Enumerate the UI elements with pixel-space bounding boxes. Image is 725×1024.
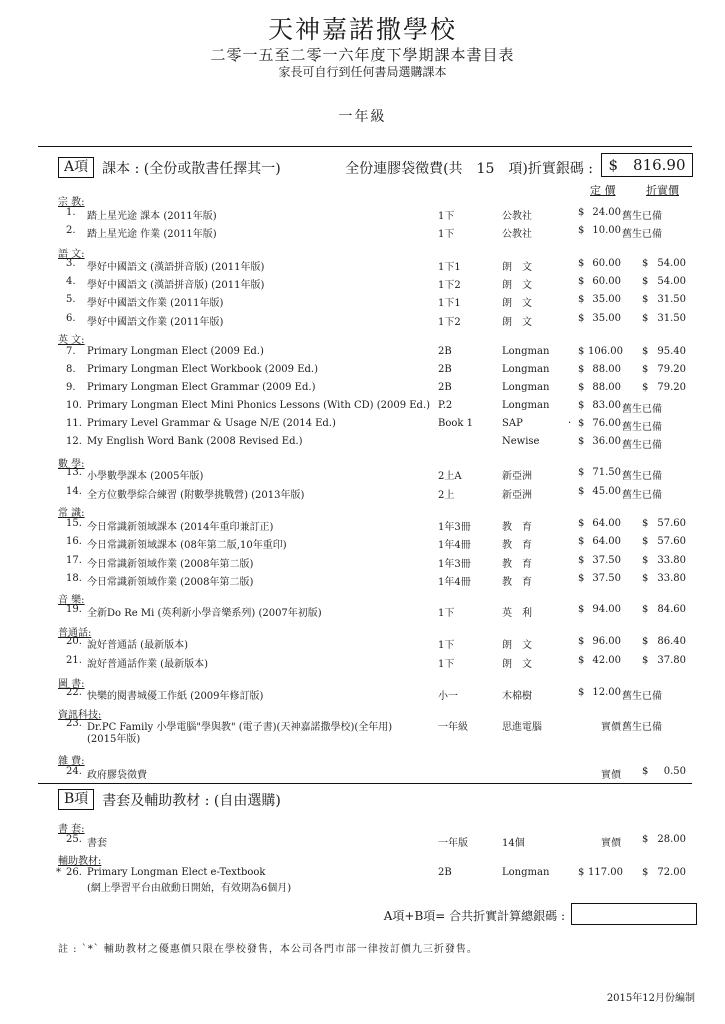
book-title: My English Word Bank (2008 Revised Ed.): [87, 436, 303, 447]
publisher: 新亞洲: [502, 471, 532, 482]
discount-currency: $: [642, 655, 649, 666]
discount-note: 舊生已備: [622, 440, 662, 451]
discount-currency: $: [642, 258, 649, 269]
publisher: 教 育: [502, 559, 532, 570]
category-label: 語 文:: [58, 249, 85, 260]
book-volume: P.2: [438, 400, 453, 411]
book-volume: 1下: [438, 229, 455, 240]
publisher: 朗 文: [502, 262, 532, 273]
book-title: 快樂的閱書城優工作紙 (2009年修訂版): [87, 691, 264, 702]
item-number: 23.: [66, 718, 82, 729]
book-volume: 1下: [438, 608, 455, 619]
book-row: [0, 467, 725, 485]
publisher: SAP: [502, 418, 523, 429]
publisher: Longman: [502, 346, 550, 357]
book-volume: 2上A: [438, 471, 462, 482]
list-price: 71.50: [592, 467, 621, 478]
price-currency: $: [578, 467, 585, 478]
book-row: [0, 486, 725, 504]
publisher: 14個: [502, 838, 525, 849]
book-row: [0, 718, 725, 745]
book-volume: 2B: [438, 867, 452, 878]
parent-note: 家長可自行到任何書局選購課本: [278, 65, 447, 79]
publisher: 教 育: [502, 522, 532, 533]
book-volume: 1年4冊: [438, 540, 471, 551]
discount-note: 舊生已備: [622, 211, 662, 222]
price-currency: $: [578, 518, 585, 529]
footnote: 註 : `*` 輔助教材之優惠價只限在學校發售，本公司各門市部一律按訂價九三折發售。: [58, 944, 478, 955]
discount-note: 舊生已備: [622, 722, 662, 733]
book-row: [0, 687, 725, 705]
publisher: 公教社: [502, 211, 532, 222]
list-price: 64.00: [592, 536, 621, 547]
book-row: [0, 604, 725, 622]
price-currency: $: [578, 486, 585, 497]
book-row: [0, 655, 725, 673]
discount-currency: $: [642, 313, 649, 324]
book-volume: 1下: [438, 640, 455, 651]
publisher: 新亞洲: [502, 490, 532, 501]
book-volume: 1下: [438, 659, 455, 670]
category-label: 常 識:: [58, 508, 85, 519]
discount-price: 95.40: [657, 346, 686, 357]
book-title-continued: (2015年版): [87, 734, 141, 745]
book-title: 小學數學課本 (2005年版): [87, 471, 204, 482]
discount-currency: $: [642, 518, 649, 529]
book-title: 全方位數學綜合練習 (附數學挑戰營) (2013年版): [87, 490, 305, 501]
publisher: 朗 文: [502, 640, 532, 651]
document-subtitle: 二零一五至二零一六年度下學期課本書目表: [210, 46, 515, 64]
item-number: 16.: [66, 536, 82, 547]
discount-price: 31.50: [657, 313, 686, 324]
book-volume: 2B: [438, 364, 452, 375]
list-price: 12.00: [592, 687, 621, 698]
discount-price: 79.20: [657, 364, 686, 375]
book-title: 書套: [87, 838, 107, 849]
list-price: 96.00: [592, 636, 621, 647]
discount-note: 舊生已備: [622, 404, 662, 415]
stray-mark: ·: [568, 418, 572, 429]
book-volume: 1年4冊: [438, 577, 471, 588]
discount-currency: $: [642, 536, 649, 547]
book-volume: 1下1: [438, 298, 461, 309]
item-number: 19.: [66, 604, 82, 615]
discount-price: 33.80: [657, 573, 686, 584]
publisher: Longman: [502, 867, 550, 878]
book-title: 學好中國語文作業 (2011年版): [87, 317, 224, 328]
price-currency: $: [578, 313, 585, 324]
book-row: [0, 555, 725, 573]
book-volume: 1下1: [438, 262, 461, 273]
discount-note: 舊生已備: [622, 229, 662, 240]
book-row: [0, 276, 725, 294]
book-title: 學好中國語文作業 (2011年版): [87, 298, 224, 309]
price-currency: $: [578, 436, 585, 447]
book-row: [0, 867, 725, 894]
book-title: 今日常識新領域課本 (08年第二版,10年重印): [87, 540, 287, 551]
book-title: 今日常識新領域課本 (2014年重印兼訂正): [87, 522, 274, 533]
list-price: 45.00: [592, 486, 621, 497]
discount-currency: $: [642, 276, 649, 287]
list-price: 76.00: [592, 418, 621, 429]
list-price: 64.00: [592, 518, 621, 529]
category-label: 數 學:: [58, 459, 85, 470]
list-price: 106.00: [588, 346, 623, 357]
book-row: [0, 382, 725, 400]
item-number: 3.: [66, 258, 76, 269]
book-title: Primary Longman Elect (2009 Ed.): [87, 346, 264, 357]
discount-price: 72.00: [657, 867, 686, 878]
publisher: 公教社: [502, 229, 532, 240]
list-price: 42.00: [592, 655, 621, 666]
item-number: 4.: [66, 276, 76, 287]
discount-price: 37.80: [657, 655, 686, 666]
discount-note: 舊生已備: [622, 471, 662, 482]
item-number: 26.: [66, 867, 82, 878]
full-price-value: $ 816.90: [601, 153, 693, 177]
list-price: 36.00: [592, 436, 621, 447]
category-label: 英 文:: [58, 335, 85, 346]
price-currency: $: [578, 555, 585, 566]
publisher: 朗 文: [502, 659, 532, 670]
book-row: [0, 294, 725, 312]
book-title: Primary Longman Elect e-Textbook: [87, 867, 266, 878]
book-row: [0, 834, 725, 852]
item-number: 25.: [66, 834, 82, 845]
price-currency: $: [578, 382, 585, 393]
discount-note: 舊生已備: [622, 422, 662, 433]
section-b-header: [58, 789, 281, 810]
item-number: 12.: [66, 436, 82, 447]
price-currency: $: [578, 364, 585, 375]
discount-price: 57.60: [657, 518, 686, 529]
list-price: 35.00: [592, 294, 621, 305]
book-row: [0, 518, 725, 536]
book-title: Primary Level Grammar & Usage N/E (2014 Ed.): [87, 418, 336, 429]
item-number: 1.: [66, 207, 76, 218]
item-number: 5.: [66, 294, 76, 305]
list-price: 37.50: [592, 573, 621, 584]
discount-note: 舊生已備: [622, 691, 662, 702]
list-price-note: 實價: [601, 838, 621, 849]
discount-price: 86.40: [657, 636, 686, 647]
category-label: 書 套:: [58, 824, 85, 835]
book-title: 說好普通話作業 (最新版本): [87, 659, 208, 670]
grand-total-box: [571, 903, 697, 925]
book-row: [0, 573, 725, 591]
discount-currency: $: [642, 555, 649, 566]
book-row: [0, 346, 725, 364]
book-title: Primary Longman Elect Mini Phonics Lessons (With CD) (2009 Ed.): [87, 400, 431, 411]
list-price: 10.00: [592, 225, 621, 236]
full-price-label: 全份連膠袋徵費(共 15 項)折實銀碼 :: [345, 161, 593, 177]
price-currency: $: [578, 636, 585, 647]
price-currency: $: [578, 276, 585, 287]
list-price: 37.50: [592, 555, 621, 566]
discount-price: 28.00: [657, 834, 686, 845]
item-number: 20.: [66, 636, 82, 647]
item-number: 18.: [66, 573, 82, 584]
book-title-continued: (網上學習平台由啟動日開始，有效期為6個月): [87, 883, 292, 894]
item-number: 13.: [66, 467, 82, 478]
list-price: 117.00: [588, 867, 623, 878]
list-price: 94.00: [592, 604, 621, 615]
discount-currency: $: [642, 867, 649, 878]
discount-currency: $: [642, 346, 649, 357]
discount-currency: $: [642, 604, 649, 615]
discount-currency: $: [642, 573, 649, 584]
price-currency: $: [578, 400, 585, 411]
discount-currency: $: [642, 294, 649, 305]
book-title: 說好普通話 (最新版本): [87, 640, 188, 651]
discount-price: 57.60: [657, 536, 686, 547]
item-number: 17.: [66, 555, 82, 566]
list-price: 83.00: [592, 400, 621, 411]
discount-price: 0.50: [663, 766, 686, 777]
section-a-top-rule: [38, 146, 692, 147]
list-price-note: 實價: [601, 770, 621, 781]
discount-currency: $: [642, 834, 649, 845]
book-row: [0, 225, 725, 243]
item-number: 24.: [66, 766, 82, 777]
item-number: 22.: [66, 687, 82, 698]
list-price: 35.00: [592, 313, 621, 324]
category-label: 普通話:: [58, 628, 92, 639]
publisher: Longman: [502, 400, 550, 411]
asterisk-mark: *: [56, 867, 61, 878]
discount-price: 79.20: [657, 382, 686, 393]
price-currency: $: [578, 687, 585, 698]
book-volume: 1下2: [438, 317, 461, 328]
book-title: 今日常識新領域作業 (2008年第二版): [87, 559, 254, 570]
book-row: [0, 636, 725, 654]
discount-price: 31.50: [657, 294, 686, 305]
item-number: 15.: [66, 518, 82, 529]
price-currency: $: [578, 346, 585, 357]
book-title: 學好中國語文 (漢語拼音版) (2011年版): [87, 280, 265, 291]
publisher: Longman: [502, 364, 550, 375]
item-number: 6.: [66, 313, 76, 324]
list-price: 88.00: [592, 364, 621, 375]
book-row: [0, 364, 725, 382]
column-header-discount: 折實價: [646, 184, 679, 197]
category-label: 資訊科技:: [58, 710, 102, 721]
item-number: 8.: [66, 364, 76, 375]
price-currency: $: [578, 536, 585, 547]
list-price: 88.00: [592, 382, 621, 393]
book-volume: 一年版: [438, 838, 468, 849]
compiled-date: 2015年12月份編制: [606, 993, 695, 1004]
item-number: 11.: [66, 418, 82, 429]
book-volume: 小一: [438, 691, 458, 702]
publisher: 英 利: [502, 608, 532, 619]
price-currency: $: [578, 225, 585, 236]
book-title: 政府膠袋徵費: [87, 770, 147, 781]
book-title: 今日常識新領域作業 (2008年第二版): [87, 577, 254, 588]
book-volume: 1下: [438, 211, 455, 222]
book-volume: Book 1: [438, 418, 473, 429]
book-row: [0, 536, 725, 554]
price-currency: $: [578, 294, 585, 305]
book-row: [0, 436, 725, 454]
price-currency: $: [578, 867, 585, 878]
book-volume: 1年3冊: [438, 559, 471, 570]
book-title: 踏上星光途 作業 (2011年版): [87, 229, 217, 240]
publisher: 木棉樹: [502, 691, 532, 702]
book-title: 踏上星光途 課本 (2011年版): [87, 211, 217, 222]
category-label: 雜 費:: [58, 756, 85, 767]
grade-label: 一年級: [338, 109, 387, 125]
book-row: [0, 313, 725, 331]
book-row: [0, 400, 725, 418]
discount-currency: $: [642, 636, 649, 647]
publisher: 朗 文: [502, 317, 532, 328]
book-row: [0, 766, 725, 784]
list-price-note: 實價: [601, 722, 621, 733]
section-b-title: 書套及輔助教材 : (自由選購): [102, 792, 281, 809]
category-label: 音 樂:: [58, 595, 85, 606]
section-b-box: B項: [58, 789, 94, 810]
publisher: 朗 文: [502, 280, 532, 291]
price-currency: $: [578, 258, 585, 269]
section-a-box: A項: [58, 157, 94, 178]
grand-total-label: A項+B項= 合共折實計算總銀碼 :: [383, 909, 565, 923]
category-label: 圖 書:: [58, 679, 85, 690]
discount-currency: $: [642, 382, 649, 393]
item-number: 10.: [66, 400, 82, 411]
book-row: [0, 207, 725, 225]
price-currency: $: [578, 207, 585, 218]
book-title: 學好中國語文 (漢語拼音版) (2011年版): [87, 262, 265, 273]
list-price: 60.00: [592, 276, 621, 287]
discount-note: 舊生已備: [622, 490, 662, 501]
item-number: 21.: [66, 655, 82, 666]
column-header-price: 定 價: [590, 184, 616, 197]
section-a-title: 課本 : (全份或散書任擇其一): [102, 160, 281, 177]
book-volume: 1下2: [438, 280, 461, 291]
list-price: 60.00: [592, 258, 621, 269]
discount-currency: $: [642, 766, 649, 777]
category-label: 宗 教:: [58, 197, 85, 208]
publisher: 教 育: [502, 577, 532, 588]
publisher: Newise: [502, 436, 540, 447]
book-volume: 2B: [438, 346, 452, 357]
publisher: 思進電腦: [502, 722, 542, 733]
book-title: Primary Longman Elect Grammar (2009 Ed.): [87, 382, 316, 393]
price-currency: $: [578, 604, 585, 615]
discount-price: 33.80: [657, 555, 686, 566]
list-price: 24.00: [592, 207, 621, 218]
price-currency: $: [578, 418, 585, 429]
book-title: 全新Do Re Mi (英利新小學音樂系列) (2007年初版): [87, 608, 322, 619]
price-currency: $: [578, 573, 585, 584]
publisher: 教 育: [502, 540, 532, 551]
school-name: 天神嘉諾撒學校: [267, 15, 457, 44]
book-row: [0, 258, 725, 276]
discount-price: 84.60: [657, 604, 686, 615]
book-volume: 2上: [438, 490, 455, 501]
section-a-header: [58, 157, 281, 178]
category-label: 輔助教材:: [58, 856, 102, 867]
book-title: Primary Longman Elect Workbook (2009 Ed.): [87, 364, 318, 375]
publisher: 朗 文: [502, 298, 532, 309]
discount-price: 54.00: [657, 258, 686, 269]
item-number: 9.: [66, 382, 76, 393]
item-number: 2.: [66, 225, 76, 236]
discount-currency: $: [642, 364, 649, 375]
item-number: 7.: [66, 346, 76, 357]
book-row: [0, 418, 725, 436]
publisher: Longman: [502, 382, 550, 393]
item-number: 14.: [66, 486, 82, 497]
book-title: Dr.PC Family 小學電腦"學與教" (電子書)(天神嘉諾撒學校)(全年用): [87, 722, 393, 733]
book-volume: 1年3冊: [438, 522, 471, 533]
discount-price: 54.00: [657, 276, 686, 287]
book-volume: 2B: [438, 382, 452, 393]
book-volume: 一年級: [438, 722, 468, 733]
price-currency: $: [578, 655, 585, 666]
